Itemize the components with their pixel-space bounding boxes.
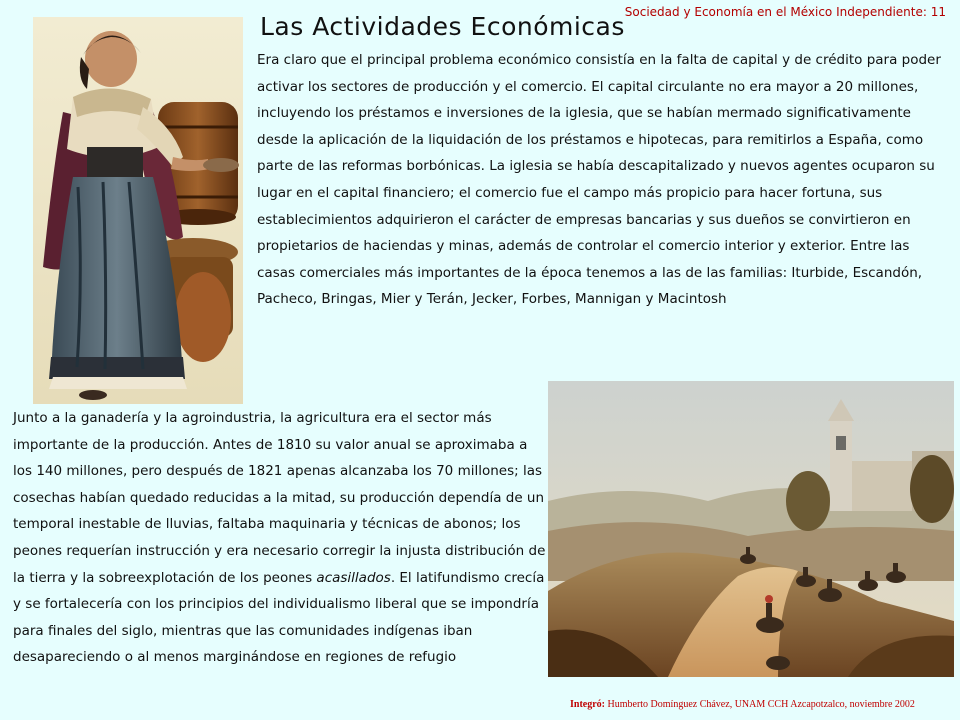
credit-text: Humberto Domínguez Chávez, UNAM CCH Azcapotzalco, noviembre 2002 [605,699,915,710]
paragraph-agriculture-italic-term: acasillados [316,569,391,586]
slide-label: Sociedad y Economía en el México Independiente: 11 [624,5,946,19]
credit-label: Integró: [570,699,605,710]
credit-line [570,699,915,710]
paragraph-agriculture [13,405,549,671]
paragraph-agriculture-end: . El latifundismo crecía y se fortalecería con los principios del individualismo liberal que se impondría para finales del siglo, mientras que las comunidades indígenas iban desapareciendo o al menos marginándose en regiones de refugio [13,569,545,666]
woman-illustration-drawing [33,17,243,404]
paragraph-credit-economy: Era claro que el principal problema económico consistía en la falta de capital y de crédito para poder activar los sectores de producción y el comercio. El capital circulante no era mayor a 20 millones, incluyendo los préstamos e inversiones de la iglesia, que se habían mermado significativamente desde la aplicación de la liquidación de los préstamos e hipotecas, para remitirlos a España, como parte de las reformas borbónicas. La iglesia se había descapitalizado y nuevos agentes ocuparon su lugar en el capital financiero; el comercio fue el campo más propicio para hacer fortuna, sus establecimientos adquirieron el carácter de empresas bancarias y sus dueños se convirtieron en propietarios de haciendas y minas, además de controlar el comercio interior y exterior. Entre las casas comerciales más importantes de la época tenemos a las de las familias: Iturbide, Escandón, Pacheco, Bringas, Mier y Terán, Jecker, Forbes, Mannigan y Macintosh [257,52,941,308]
landscape-painting-drawing [548,381,954,677]
woman-illustration [33,17,243,404]
landscape-painting [548,381,954,677]
paragraph-agriculture-start: Junto a la ganadería y la agroindustria, la agricultura era el sector más importante de la producción. Antes de 1810 su valor anual se aproximaba a los 140 millones, pero después de 1821 apenas alcanzaba los 70 millones; las cosechas habían quedado reducidas a la mitad, su producción dependía de un temporal inestable de lluvias, faltaba maquinaria y técnicas de abonos; los peones requerían instrucción y era necesario corregir la injusta distribución de la tierra y la sobreexplotación de los peones [13,410,546,586]
page-title: Las Actividades Económicas [260,12,625,41]
